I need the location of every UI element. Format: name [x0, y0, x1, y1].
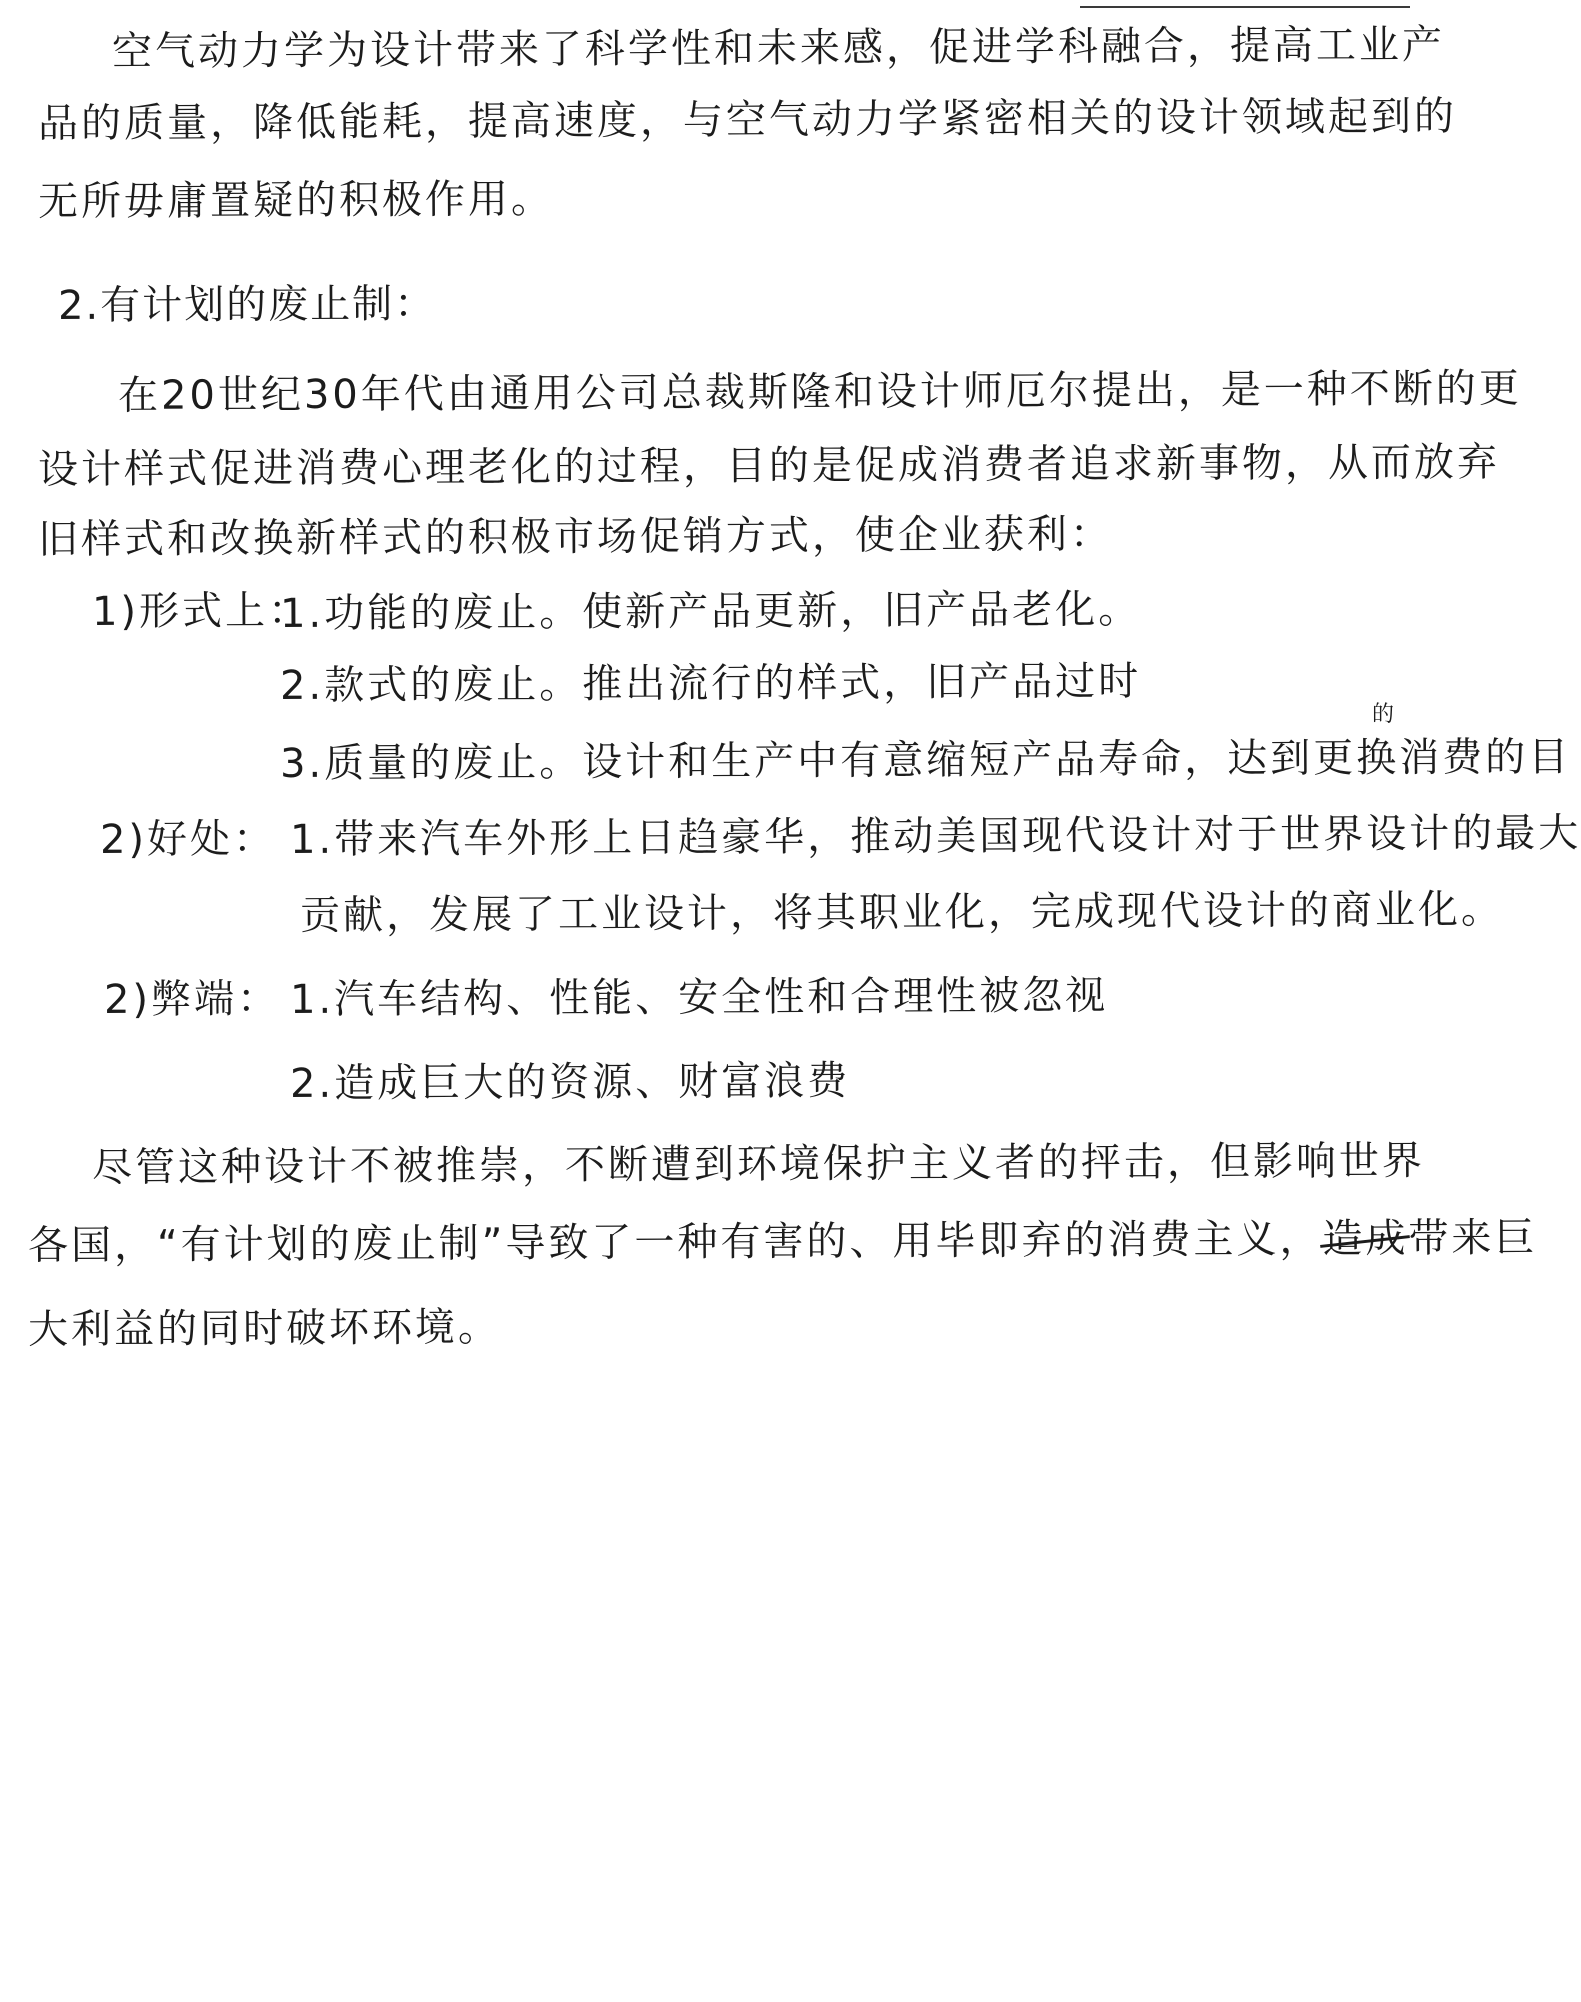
form-item3-note: 的 [1372, 702, 1395, 727]
form-item1: 1.功能的废止。使新产品更新，旧产品老化。 [279, 586, 1142, 637]
form-item2: 2.款式的废止。推出流行的样式，旧产品过时 [279, 658, 1142, 709]
paragraph2-line1: 在20世纪30年代由通用公司总裁斯隆和设计师厄尔提出，是一种不断的更 [117, 365, 1522, 419]
top-edge-stroke [1080, 6, 1410, 8]
paragraph2-line3: 旧样式和改换新样式的积极市场促销方式，使企业获利： [37, 511, 1114, 563]
drawbacks-label: 2)弊端： [103, 976, 281, 1023]
conclusion-line2-pre: 各国，“有计划的废止制”导致了一种有害的、用毕即弃的消费主义， [27, 1216, 1323, 1269]
paragraph1-line3: 无所毋庸置疑的积极作用。 [37, 176, 555, 225]
section2-heading: 2.有计划的废止制： [57, 281, 437, 329]
form-item3: 3.质量的废止。设计和生产中有意缩短产品寿命，达到更换消费的目 [279, 734, 1572, 787]
conclusion-line1: 尽管这种设计不被推崇，不断遭到环境保护主义者的抨击，但影响世界 [91, 1138, 1426, 1191]
drawbacks-item1: 1.汽车结构、性能、安全性和合理性被忽视 [289, 972, 1109, 1023]
benefits-line1: 1.带来汽车外形上日趋豪华，推动美国现代设计对于世界设计的最大 [289, 810, 1581, 863]
conclusion-line2 [28, 1214, 1538, 1270]
drawbacks-item2: 2.造成巨大的资源、财富浪费 [289, 1058, 851, 1107]
conclusion-line2-post: 带来巨 [1408, 1215, 1538, 1262]
conclusion-line3: 大利益的同时破坏环境。 [27, 1304, 502, 1353]
paragraph1-line2: 品的质量，降低能耗，提高速度，与空气动力学紧密相关的设计领域起到的 [37, 93, 1458, 147]
benefits-label: 2)好处： [99, 816, 277, 863]
benefits-line2: 贡献，发展了工业设计，将其职业化，完成现代设计的商业化。 [299, 886, 1505, 939]
struck-out-word: 造成 [1322, 1215, 1409, 1263]
form-label: 1)形式上： [91, 587, 312, 635]
paragraph1-line1: 空气动力学为设计带来了科学性和未来感，促进学科融合，提高工业产 [111, 22, 1446, 75]
paragraph2-line2: 设计样式促进消费心理老化的过程，目的是促成消费者追求新事物，从而放弃 [37, 439, 1501, 493]
